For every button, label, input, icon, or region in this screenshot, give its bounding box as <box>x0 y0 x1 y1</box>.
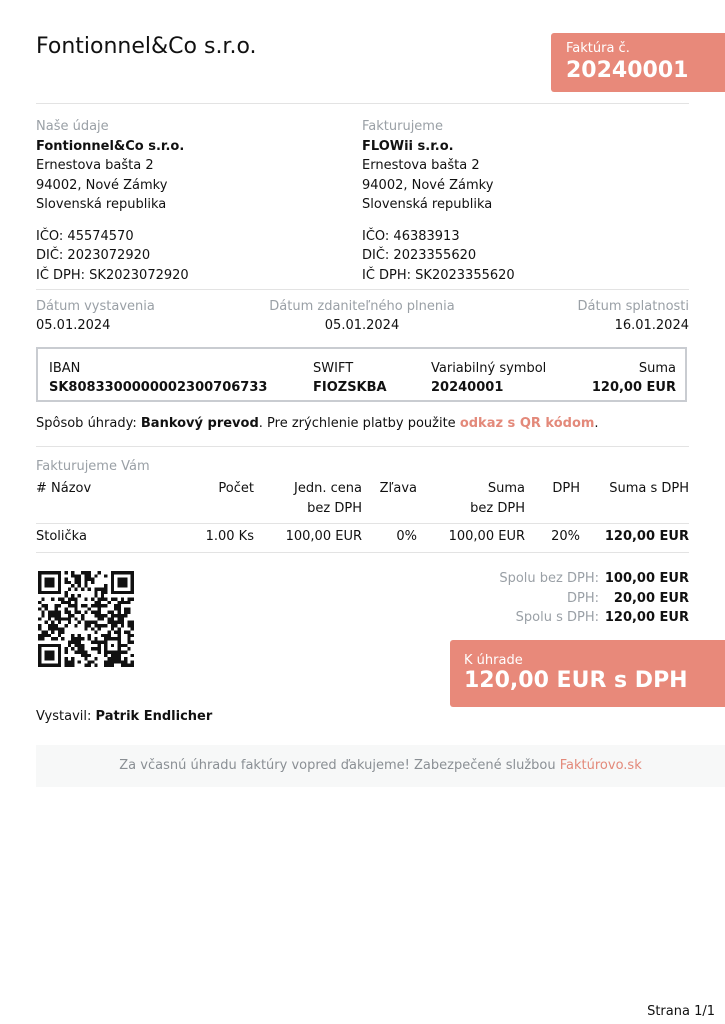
payment-method-prefix: Spôsob úhrady: <box>36 416 137 431</box>
amount-due-label: K úhrade <box>464 653 523 668</box>
iban-value: SK8083300000002300706733 <box>49 380 268 395</box>
swift-value: FIOZSKBA <box>313 380 387 395</box>
payment-method: Bankový prevod <box>140 416 259 431</box>
sum-value: 120,00 EUR <box>591 380 676 395</box>
invoice-number-badge <box>551 33 725 92</box>
customer-city: 94002, Nové Zámky <box>362 177 494 193</box>
page-number: Strana 1/1 <box>647 1004 715 1019</box>
customer-country: Slovenská republika <box>362 197 493 212</box>
payment-method-line <box>36 416 599 431</box>
item-discount: 0% <box>396 529 417 544</box>
iban-label: IBAN <box>49 361 81 376</box>
invoice-number: 20240001 <box>566 58 689 83</box>
supplier-dic: DIČ: 2023072920 <box>36 248 151 263</box>
gross-total-label: Spolu s DPH: <box>515 610 599 625</box>
col-vat-header: DPH <box>552 481 580 496</box>
customer-block <box>362 117 682 285</box>
invoice-label: Faktúra č. <box>566 41 630 56</box>
col-unit-price-line1: Jedn. cena <box>294 481 362 496</box>
item-vat: 20% <box>551 529 580 544</box>
qr-code-icon[interactable] <box>38 571 134 667</box>
customer-name: FLOWii s.r.o. <box>362 138 454 154</box>
supplier-country: Slovenská republika <box>36 197 167 212</box>
qr-code-link[interactable]: odkaz s QR kódom <box>459 416 595 431</box>
footer-text: Za včasnú úhradu faktúry vopred ďakujeme! Zabezpečené službou <box>119 758 556 773</box>
supplier-block <box>36 117 336 285</box>
variable-symbol-cell <box>431 359 546 397</box>
payment-line-period: . <box>594 416 599 431</box>
col-total-header: Suma s DPH <box>609 481 689 496</box>
items-heading: Fakturujeme Vám <box>36 459 150 474</box>
item-total: 120,00 EUR <box>604 529 689 544</box>
customer-street: Ernestova bašta 2 <box>362 158 480 173</box>
payment-method-suffix: . Pre zrýchlenie platby použite <box>258 416 456 431</box>
supplier-heading: Naše údaje <box>36 119 109 134</box>
issued-by-name: Patrik Endlicher <box>95 709 213 724</box>
item-qty: 1.00 Ks <box>205 529 254 544</box>
amount-due: 120,00 EUR s DPH <box>464 668 688 693</box>
col-sum-line2: bez DPH <box>470 500 525 516</box>
due-date-label: Dátum splatnosti <box>577 299 689 314</box>
col-sum-line1: Suma <box>487 481 525 496</box>
issued-by-label: Vystavil: <box>36 709 92 724</box>
variable-symbol-value: 20240001 <box>431 380 504 395</box>
customer-heading: Fakturujeme <box>362 119 443 134</box>
customer-dic: DIČ: 2023355620 <box>362 248 477 263</box>
customer-ico: IČO: 46383913 <box>362 228 460 244</box>
supplier-street: Ernestova bašta 2 <box>36 158 154 173</box>
divider <box>36 103 689 104</box>
swift-label: SWIFT <box>313 361 354 376</box>
item-sum: 100,00 EUR <box>448 529 525 544</box>
col-name-header: # Názov <box>36 481 92 496</box>
vat-total: 20,00 EUR <box>613 590 689 606</box>
due-date: 16.01.2024 <box>614 318 689 333</box>
col-qty-header: Počet <box>218 481 254 496</box>
company-title: Fontionnel&Co s.r.o. <box>36 34 257 59</box>
issued-by <box>36 709 212 724</box>
net-total: 100,00 EUR <box>604 571 689 586</box>
customer-icdph: IČ DPH: SK2023355620 <box>362 267 515 283</box>
item-name: Stolička <box>36 529 87 544</box>
item-unit-price: 100,00 EUR <box>285 529 362 544</box>
supplier-ico: IČO: 45574570 <box>36 228 134 244</box>
swift-cell <box>313 359 387 397</box>
col-sum-header <box>430 479 525 518</box>
divider <box>36 289 689 290</box>
issue-date: 05.01.2024 <box>36 318 111 333</box>
supplier-name: Fontionnel&Co s.r.o. <box>36 138 185 154</box>
sum-label: Suma <box>638 361 676 376</box>
divider <box>36 446 689 447</box>
col-unit-price-line2: bez DPH <box>307 500 362 516</box>
gross-total: 120,00 EUR <box>604 610 689 625</box>
totals-values <box>600 569 689 628</box>
footer-link[interactable]: Faktúrovo.sk <box>559 758 642 773</box>
col-discount-header: Zľava <box>379 481 417 496</box>
payment-details-box <box>36 347 687 402</box>
sum-cell <box>538 359 676 397</box>
iban-cell <box>49 359 267 397</box>
divider <box>36 523 689 524</box>
divider <box>36 552 689 553</box>
amount-due-box <box>450 640 725 707</box>
supplier-icdph: IČ DPH: SK2023072920 <box>36 267 189 283</box>
variable-symbol-label: Variabilný symbol <box>431 361 547 376</box>
taxable-date: 05.01.2024 <box>324 318 400 333</box>
totals-labels <box>450 569 599 628</box>
col-unit-price-header <box>262 479 362 518</box>
issue-date-label: Dátum vystavenia <box>36 299 155 314</box>
taxable-date-label: Dátum zdaniteľného plnenia <box>269 299 455 314</box>
supplier-city: 94002, Nové Zámky <box>36 177 168 193</box>
vat-total-label: DPH: <box>566 590 599 606</box>
footer-bar <box>36 745 725 787</box>
net-total-label: Spolu bez DPH: <box>499 571 599 586</box>
